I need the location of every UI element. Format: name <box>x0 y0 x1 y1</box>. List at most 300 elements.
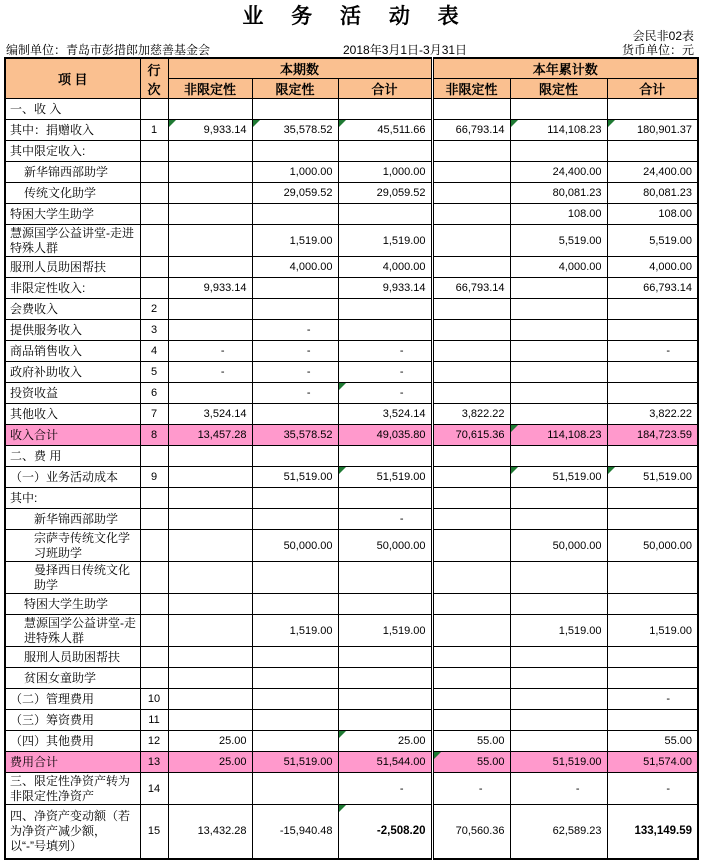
item-label-cell[interactable]: 三、限定性净资产转为非限定性净资产 <box>5 773 140 805</box>
value-cell[interactable] <box>252 320 338 341</box>
header-current-unrestricted[interactable]: 非限定性 <box>168 79 252 99</box>
value-cell[interactable] <box>510 689 607 710</box>
item-label-cell[interactable]: 特困大学生助学 <box>5 594 140 615</box>
item-label-cell[interactable]: 其中：捐赠收入 <box>5 120 140 141</box>
header-current-period[interactable]: 本期数 <box>168 58 432 79</box>
cell-value: 4,000.00 <box>558 261 602 273</box>
value-cell[interactable] <box>432 615 510 647</box>
cell-value: 9,933.14 <box>203 124 247 136</box>
cell-value: 55.00 <box>477 735 505 747</box>
cell-value: 66,793.14 <box>455 282 505 294</box>
business-activity-table <box>4 57 699 860</box>
value-cell[interactable] <box>607 99 698 120</box>
table-row <box>5 299 698 320</box>
value-cell[interactable] <box>432 446 510 467</box>
value-cell[interactable] <box>168 362 252 383</box>
value-cell[interactable] <box>510 647 607 668</box>
value-cell[interactable] <box>432 162 510 183</box>
row-number-cell[interactable] <box>140 162 168 183</box>
row-number-cell[interactable] <box>140 183 168 204</box>
value-cell[interactable] <box>168 257 252 278</box>
value-cell[interactable] <box>168 204 252 225</box>
cell-value: - <box>306 387 311 399</box>
value-cell[interactable] <box>338 383 432 404</box>
value-cell[interactable] <box>168 509 252 530</box>
row-number-cell[interactable] <box>140 530 168 562</box>
value-cell[interactable] <box>607 488 698 509</box>
table-row <box>5 668 698 689</box>
value-cell[interactable] <box>607 710 698 731</box>
value-cell[interactable] <box>607 805 698 859</box>
value-cell[interactable] <box>432 805 510 859</box>
value-cell[interactable] <box>432 404 510 425</box>
row-number-cell[interactable]: 6 <box>140 383 168 404</box>
value-cell[interactable] <box>168 530 252 562</box>
value-cell[interactable] <box>168 647 252 668</box>
header-ytd-unrestricted[interactable]: 非限定性 <box>432 79 510 99</box>
item-label-cell[interactable]: 一、收 入 <box>5 99 140 120</box>
value-cell[interactable] <box>510 594 607 615</box>
cell-value: 70,560.36 <box>455 825 505 838</box>
table-row <box>5 257 698 278</box>
value-cell[interactable] <box>607 299 698 320</box>
cell-value: 29,059.52 <box>283 187 333 199</box>
value-cell[interactable] <box>510 362 607 383</box>
value-cell[interactable] <box>510 467 607 488</box>
value-cell[interactable] <box>252 488 338 509</box>
value-cell[interactable] <box>252 425 338 446</box>
value-cell[interactable] <box>252 668 338 689</box>
item-label-cell[interactable]: 商品销售收入 <box>5 341 140 362</box>
row-number-cell[interactable]: 13 <box>140 752 168 773</box>
value-cell[interactable] <box>432 341 510 362</box>
value-cell[interactable] <box>607 320 698 341</box>
value-cell[interactable] <box>168 467 252 488</box>
value-cell[interactable] <box>338 562 432 594</box>
row-number-cell[interactable] <box>140 446 168 467</box>
item-label-cell[interactable]: 新华锦西部助学 <box>5 162 140 183</box>
cell-value: 1,519.00 <box>558 624 602 637</box>
value-cell[interactable] <box>510 731 607 752</box>
item-label-cell[interactable]: 慧源国学公益讲堂-走进特殊人群 <box>5 225 140 257</box>
cell-value: - <box>575 782 580 795</box>
value-cell[interactable] <box>432 141 510 162</box>
value-cell[interactable] <box>432 530 510 562</box>
cell-value: 3,822.22 <box>461 408 505 420</box>
value-cell[interactable] <box>252 530 338 562</box>
value-cell[interactable] <box>168 299 252 320</box>
value-cell[interactable] <box>510 530 607 562</box>
item-label-cell[interactable]: 服刑人员助困帮扶 <box>5 257 140 278</box>
value-cell[interactable] <box>607 647 698 668</box>
value-cell[interactable] <box>510 341 607 362</box>
row-number-cell[interactable]: 8 <box>140 425 168 446</box>
cell-value: 13,457.28 <box>197 429 247 441</box>
value-cell[interactable] <box>607 404 698 425</box>
row-number-cell[interactable]: 4 <box>140 341 168 362</box>
header-row-no[interactable]: 行次 <box>140 58 168 99</box>
table-row <box>5 204 698 225</box>
value-cell[interactable] <box>338 404 432 425</box>
value-cell[interactable] <box>168 446 252 467</box>
table-row <box>5 383 698 404</box>
item-label-cell[interactable]: 收入合计 <box>5 425 140 446</box>
item-label-cell[interactable]: 特困大学生助学 <box>5 204 140 225</box>
value-cell[interactable] <box>607 162 698 183</box>
value-cell[interactable] <box>252 225 338 257</box>
value-cell[interactable] <box>510 752 607 773</box>
value-cell[interactable] <box>252 404 338 425</box>
value-cell[interactable] <box>510 805 607 859</box>
item-label-cell[interactable]: 贫困女童助学 <box>5 668 140 689</box>
value-cell[interactable] <box>607 752 698 773</box>
value-cell[interactable] <box>338 752 432 773</box>
value-cell[interactable] <box>607 689 698 710</box>
item-label-cell[interactable]: 其中: <box>5 488 140 509</box>
value-cell[interactable] <box>510 183 607 204</box>
error-flag-icon <box>339 120 346 127</box>
value-cell[interactable] <box>510 509 607 530</box>
value-cell[interactable] <box>607 530 698 562</box>
item-label-cell[interactable]: 其他收入 <box>5 404 140 425</box>
value-cell[interactable] <box>432 731 510 752</box>
value-cell[interactable] <box>432 425 510 446</box>
row-number-cell[interactable] <box>140 99 168 120</box>
value-cell[interactable] <box>607 425 698 446</box>
header-current-total[interactable]: 合计 <box>338 79 432 99</box>
value-cell[interactable] <box>338 120 432 141</box>
value-cell[interactable] <box>432 773 510 805</box>
value-cell[interactable] <box>432 278 510 299</box>
error-flag-icon <box>511 425 518 432</box>
row-number-cell[interactable]: 10 <box>140 689 168 710</box>
row-number-cell[interactable] <box>140 668 168 689</box>
cell-value: 55.00 <box>664 735 693 747</box>
header-item[interactable]: 项 目 <box>5 58 140 99</box>
value-cell[interactable] <box>432 467 510 488</box>
item-label-cell[interactable]: 投资收益 <box>5 383 140 404</box>
value-cell[interactable] <box>168 773 252 805</box>
value-cell[interactable] <box>607 773 698 805</box>
value-cell[interactable] <box>168 689 252 710</box>
item-label-cell[interactable]: （四）其他费用 <box>5 731 140 752</box>
value-cell[interactable] <box>510 710 607 731</box>
value-cell[interactable] <box>338 204 432 225</box>
item-label-cell[interactable]: 非限定性收入: <box>5 278 140 299</box>
value-cell[interactable] <box>168 341 252 362</box>
cell-value: 3,524.14 <box>203 408 247 420</box>
value-cell[interactable] <box>607 383 698 404</box>
header-year-to-date[interactable]: 本年累计数 <box>432 58 698 79</box>
value-cell[interactable] <box>338 710 432 731</box>
header-current-restricted[interactable]: 限定性 <box>252 79 338 99</box>
item-label-cell[interactable]: 新华锦西部助学 <box>5 509 140 530</box>
item-label-cell[interactable]: 二、费 用 <box>5 446 140 467</box>
value-cell[interactable] <box>510 141 607 162</box>
value-cell[interactable] <box>607 183 698 204</box>
row-number-cell[interactable] <box>140 257 168 278</box>
value-cell[interactable] <box>432 668 510 689</box>
value-cell[interactable] <box>168 383 252 404</box>
value-cell[interactable] <box>338 320 432 341</box>
row-number-cell[interactable] <box>140 594 168 615</box>
value-cell[interactable] <box>432 204 510 225</box>
value-cell[interactable] <box>168 668 252 689</box>
value-cell[interactable] <box>252 162 338 183</box>
row-number-cell[interactable] <box>140 204 168 225</box>
row-number-cell[interactable] <box>140 615 168 647</box>
value-cell[interactable] <box>252 120 338 141</box>
item-label-cell[interactable]: 政府补助收入 <box>5 362 140 383</box>
value-cell[interactable] <box>168 488 252 509</box>
value-cell[interactable] <box>252 257 338 278</box>
value-cell[interactable] <box>607 467 698 488</box>
value-cell[interactable] <box>338 615 432 647</box>
value-cell[interactable] <box>432 299 510 320</box>
value-cell[interactable] <box>168 183 252 204</box>
value-cell[interactable] <box>168 99 252 120</box>
value-cell[interactable] <box>338 805 432 859</box>
item-label-cell[interactable]: （一）业务活动成本 <box>5 467 140 488</box>
row-number-cell[interactable]: 3 <box>140 320 168 341</box>
value-cell[interactable] <box>338 99 432 120</box>
value-cell[interactable] <box>168 562 252 594</box>
value-cell[interactable] <box>252 805 338 859</box>
cell-value: 114,108.23 <box>547 124 602 136</box>
value-cell[interactable] <box>432 752 510 773</box>
value-cell[interactable] <box>252 647 338 668</box>
value-cell[interactable] <box>607 446 698 467</box>
value-cell[interactable] <box>432 383 510 404</box>
row-number-cell[interactable] <box>140 225 168 257</box>
value-cell[interactable] <box>607 594 698 615</box>
value-cell[interactable] <box>252 341 338 362</box>
value-cell[interactable] <box>510 299 607 320</box>
value-cell[interactable] <box>252 752 338 773</box>
row-number-cell[interactable] <box>140 509 168 530</box>
row-number-cell[interactable] <box>140 647 168 668</box>
value-cell[interactable] <box>338 488 432 509</box>
value-cell[interactable] <box>432 647 510 668</box>
item-label-cell[interactable]: （三）筹资费用 <box>5 710 140 731</box>
value-cell[interactable] <box>252 362 338 383</box>
item-label-cell[interactable]: 服刑人员助困帮扶 <box>5 647 140 668</box>
value-cell[interactable] <box>338 731 432 752</box>
value-cell[interactable] <box>510 162 607 183</box>
value-cell[interactable] <box>607 341 698 362</box>
row-number-cell[interactable] <box>140 488 168 509</box>
row-number-cell[interactable]: 7 <box>140 404 168 425</box>
value-cell[interactable] <box>252 141 338 162</box>
cell-value: 51,519.00 <box>376 471 426 483</box>
value-cell[interactable] <box>510 562 607 594</box>
value-cell[interactable] <box>432 225 510 257</box>
value-cell[interactable] <box>338 509 432 530</box>
value-cell[interactable] <box>338 278 432 299</box>
value-cell[interactable] <box>510 257 607 278</box>
value-cell[interactable] <box>168 805 252 859</box>
value-cell[interactable] <box>338 162 432 183</box>
table-row <box>5 773 698 805</box>
value-cell[interactable] <box>338 467 432 488</box>
value-cell[interactable] <box>607 668 698 689</box>
value-cell[interactable] <box>432 257 510 278</box>
value-cell[interactable] <box>338 446 432 467</box>
value-cell[interactable] <box>607 731 698 752</box>
value-cell[interactable] <box>252 278 338 299</box>
value-cell[interactable] <box>252 689 338 710</box>
value-cell[interactable] <box>338 141 432 162</box>
value-cell[interactable] <box>338 299 432 320</box>
value-cell[interactable] <box>432 120 510 141</box>
value-cell[interactable] <box>252 467 338 488</box>
row-number-cell[interactable]: 2 <box>140 299 168 320</box>
value-cell[interactable] <box>510 99 607 120</box>
value-cell[interactable] <box>607 204 698 225</box>
value-cell[interactable] <box>168 120 252 141</box>
value-cell[interactable] <box>168 141 252 162</box>
value-cell[interactable] <box>510 204 607 225</box>
value-cell[interactable] <box>510 120 607 141</box>
value-cell[interactable] <box>252 710 338 731</box>
value-cell[interactable] <box>510 278 607 299</box>
item-label-cell[interactable]: 提供服务收入 <box>5 320 140 341</box>
header-ytd-total[interactable]: 合计 <box>607 79 698 99</box>
value-cell[interactable] <box>510 446 607 467</box>
currency-unit: 货币单位：元 <box>621 43 694 57</box>
value-cell[interactable] <box>338 773 432 805</box>
value-cell[interactable] <box>168 710 252 731</box>
value-cell[interactable] <box>338 257 432 278</box>
value-cell[interactable] <box>607 362 698 383</box>
value-cell[interactable] <box>338 647 432 668</box>
value-cell[interactable] <box>168 752 252 773</box>
form-code: 会民非02表 <box>632 29 694 43</box>
value-cell[interactable] <box>432 509 510 530</box>
row-number-cell[interactable]: 12 <box>140 731 168 752</box>
row-number-cell[interactable]: 9 <box>140 467 168 488</box>
value-cell[interactable] <box>432 594 510 615</box>
value-cell[interactable] <box>510 488 607 509</box>
value-cell[interactable] <box>252 204 338 225</box>
value-cell[interactable] <box>168 320 252 341</box>
table-row <box>5 362 698 383</box>
value-cell[interactable] <box>607 562 698 594</box>
item-label-cell[interactable]: 会费收入 <box>5 299 140 320</box>
value-cell[interactable] <box>252 562 338 594</box>
cell-value: 25.00 <box>218 756 247 768</box>
value-cell[interactable] <box>510 425 607 446</box>
table-row <box>5 141 698 162</box>
table-body <box>5 99 698 859</box>
value-cell[interactable] <box>168 162 252 183</box>
value-cell[interactable] <box>607 278 698 299</box>
value-cell[interactable] <box>338 668 432 689</box>
value-cell[interactable] <box>252 383 338 404</box>
value-cell[interactable] <box>607 225 698 257</box>
value-cell[interactable] <box>432 710 510 731</box>
row-number-cell[interactable] <box>140 562 168 594</box>
value-cell[interactable] <box>252 773 338 805</box>
item-label-cell[interactable]: 四、净资产变动额（若为净资产减少额，以“-”号填列） <box>5 805 140 859</box>
value-cell[interactable] <box>432 689 510 710</box>
value-cell[interactable] <box>432 183 510 204</box>
value-cell[interactable] <box>338 594 432 615</box>
item-label-cell[interactable]: 传统文化助学 <box>5 183 140 204</box>
value-cell[interactable] <box>607 509 698 530</box>
value-cell[interactable] <box>168 404 252 425</box>
value-cell[interactable] <box>338 530 432 562</box>
cell-value: 50,000.00 <box>283 539 333 552</box>
value-cell[interactable] <box>252 731 338 752</box>
cell-value: 62,589.23 <box>552 825 602 838</box>
value-cell[interactable] <box>338 183 432 204</box>
row-number-cell[interactable]: 5 <box>140 362 168 383</box>
value-cell[interactable] <box>168 225 252 257</box>
value-cell[interactable] <box>338 341 432 362</box>
value-cell[interactable] <box>510 615 607 647</box>
value-cell[interactable] <box>252 509 338 530</box>
value-cell[interactable] <box>252 594 338 615</box>
value-cell[interactable] <box>432 99 510 120</box>
value-cell[interactable] <box>168 425 252 446</box>
item-label-cell[interactable]: （二）管理费用 <box>5 689 140 710</box>
value-cell[interactable] <box>432 320 510 341</box>
value-cell[interactable] <box>338 689 432 710</box>
row-number-cell[interactable] <box>140 141 168 162</box>
row-number-cell[interactable] <box>140 278 168 299</box>
header-ytd-restricted[interactable]: 限定性 <box>510 79 607 99</box>
value-cell[interactable] <box>338 425 432 446</box>
row-number-cell[interactable]: 1 <box>140 120 168 141</box>
value-cell[interactable] <box>432 562 510 594</box>
row-number-cell[interactable]: 15 <box>140 805 168 859</box>
total-row <box>5 752 698 773</box>
value-cell[interactable] <box>510 668 607 689</box>
row-number-cell[interactable]: 11 <box>140 710 168 731</box>
value-cell[interactable] <box>252 299 338 320</box>
value-cell[interactable] <box>432 488 510 509</box>
value-cell[interactable] <box>252 99 338 120</box>
value-cell[interactable] <box>510 773 607 805</box>
value-cell[interactable] <box>607 141 698 162</box>
value-cell[interactable] <box>252 183 338 204</box>
value-cell[interactable] <box>607 120 698 141</box>
value-cell[interactable] <box>510 383 607 404</box>
value-cell[interactable] <box>607 615 698 647</box>
value-cell[interactable] <box>607 257 698 278</box>
value-cell[interactable] <box>432 362 510 383</box>
value-cell[interactable] <box>168 278 252 299</box>
item-label-cell[interactable]: 费用合计 <box>5 752 140 773</box>
section-row <box>5 446 698 467</box>
value-cell[interactable] <box>168 615 252 647</box>
item-label-cell[interactable]: 宗萨寺传统文化学习班助学 <box>5 530 140 562</box>
value-cell[interactable] <box>510 225 607 257</box>
value-cell[interactable] <box>168 594 252 615</box>
value-cell[interactable] <box>338 362 432 383</box>
value-cell[interactable] <box>510 404 607 425</box>
row-number-cell[interactable]: 14 <box>140 773 168 805</box>
item-label-cell[interactable]: 其中限定收入: <box>5 141 140 162</box>
value-cell[interactable] <box>252 615 338 647</box>
item-label-cell[interactable]: 慧源国学公益讲堂-走进特殊人群 <box>5 615 140 647</box>
value-cell[interactable] <box>252 446 338 467</box>
value-cell[interactable] <box>338 225 432 257</box>
value-cell[interactable] <box>510 320 607 341</box>
item-label-cell[interactable]: 曼择西日传统文化助学 <box>5 562 140 594</box>
value-cell[interactable] <box>168 731 252 752</box>
